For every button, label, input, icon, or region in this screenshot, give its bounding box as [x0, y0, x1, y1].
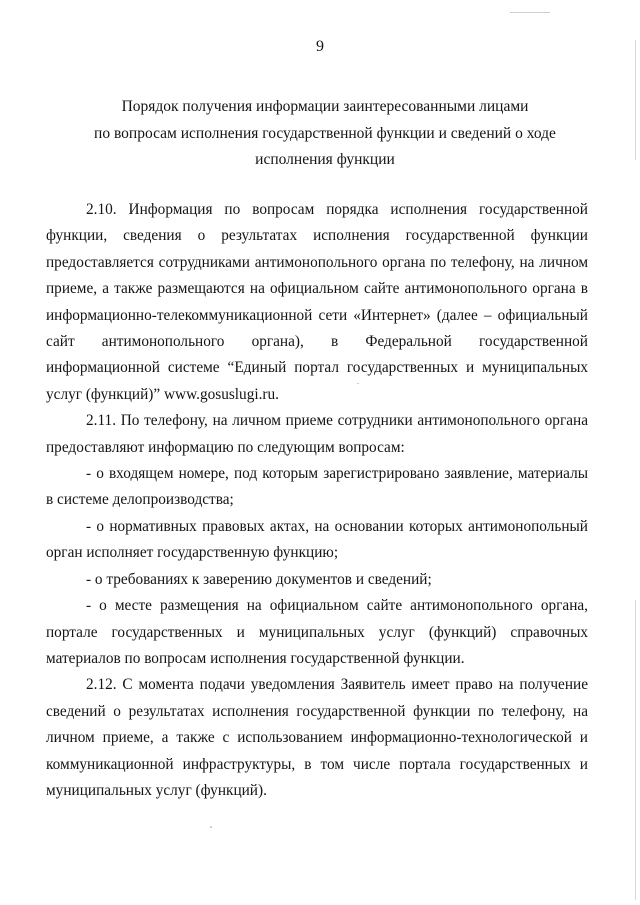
- scan-speck: [210, 826, 212, 828]
- heading-line: Порядок получения информации заинтересованными лицами: [121, 98, 529, 115]
- list-item: - о нормативных правовых актах, на основании которых антимонопольный орган исполняет государственную функцию;: [46, 517, 588, 562]
- section-heading: [60, 94, 590, 174]
- scan-edge-mark: [635, 600, 636, 900]
- paragraph-2-12: 2.12. С момента подачи уведомления Заявитель имеет право на получение сведений о результатах исполнения государственной функции по телефону, на личном приеме, а также с использованием информационно-технологической и коммуникационной инфраструктуры, в том числе портала государственных и муниципальных услуг (функций).: [46, 676, 588, 799]
- document-body: [46, 197, 588, 804]
- scan-speck: [510, 12, 550, 13]
- scan-speck: [357, 383, 359, 384]
- list-item: - о требованиях к заверению документов и сведений;: [86, 570, 432, 588]
- page-number: 9: [316, 38, 324, 55]
- paragraph-2-10: 2.10. Информация по вопросам порядка исполнения государственной функции, сведения о результатах исполнения государственной функции предоставляется сотрудниками антимонопольного органа по телефону, на личном приеме, а также размещаются на официальном сайте антимонопольного органа в информационно-телекоммуникационной сети «Интернет» (далее – официальный сайт антимонопольного органа), в Федеральной государственной информационной системе “Единый портал государственных и муниципальных услуг (функций)” www.gosuslugi.ru.: [46, 201, 588, 403]
- list-item: - о месте размещения на официальном сайте антимонопольного органа, портале государственных и муниципальных услуг (функций) справочных материалов по вопросам исполнения государственной функции.: [46, 597, 588, 667]
- list-item: - о входящем номере, под которым зарегистрировано заявление, материалы в системе делопроизводства;: [46, 465, 588, 509]
- scan-edge-mark: [635, 40, 636, 160]
- heading-line: по вопросам исполнения государственной функции и сведений о ходе: [94, 124, 556, 142]
- heading-line: исполнения функции: [255, 151, 395, 168]
- paragraph-2-11: 2.11. По телефону, на личном приеме сотрудники антимонопольного органа предоставляют информацию по следующим вопросам:: [46, 412, 588, 456]
